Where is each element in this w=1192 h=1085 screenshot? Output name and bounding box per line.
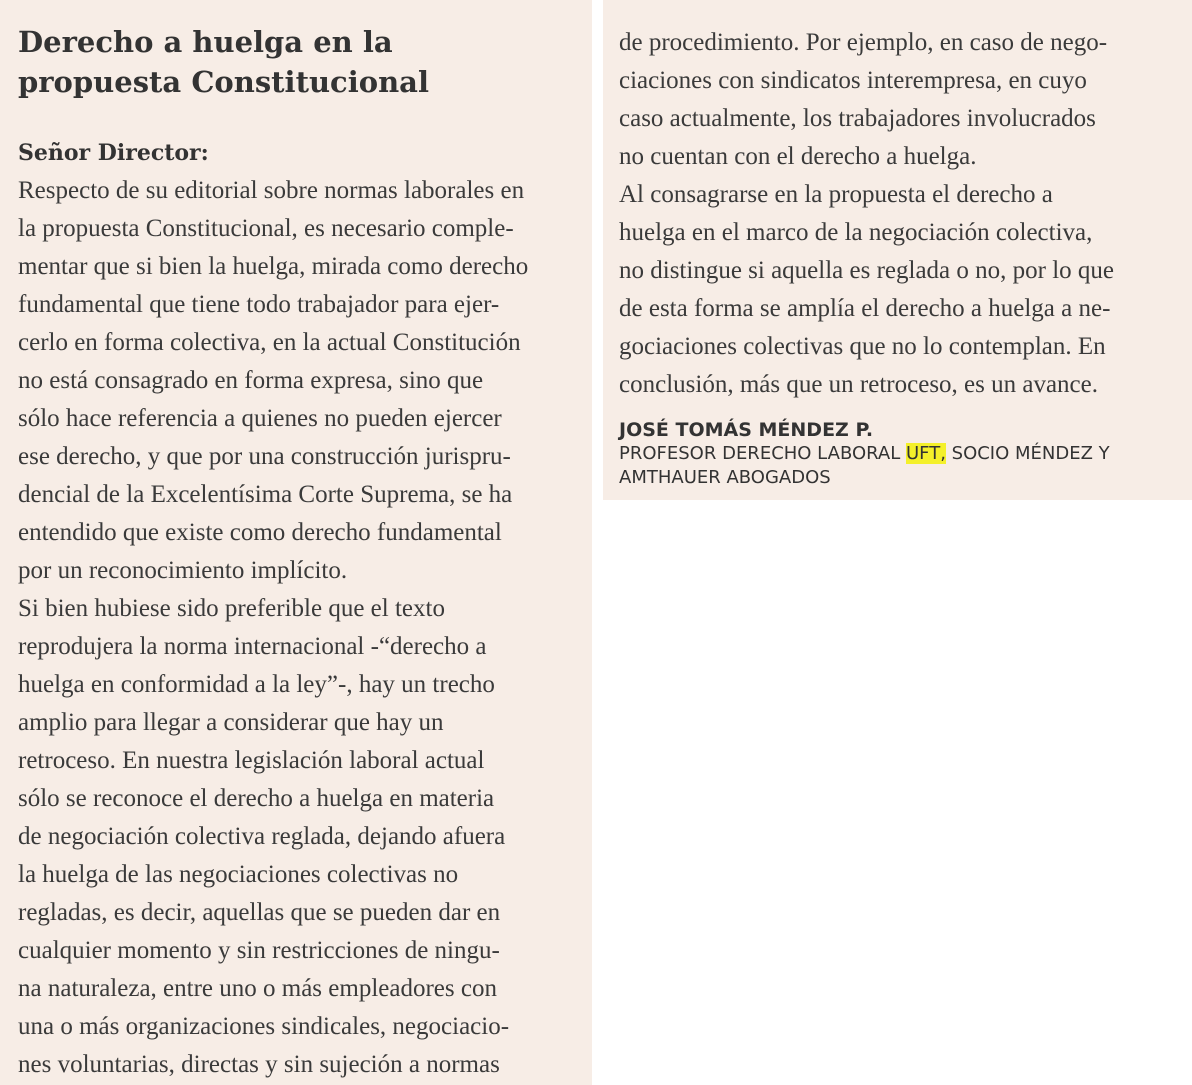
text-line: la huelga de las negociaciones colectivas no bbox=[18, 861, 459, 888]
text-line: de esta forma se amplía el derecho a huelga a ne- bbox=[619, 295, 1111, 322]
paragraph-1 bbox=[18, 172, 584, 590]
paragraph-2 bbox=[18, 590, 584, 1084]
text-line: sólo hace referencia a quienes no pueden ejercer bbox=[18, 405, 502, 432]
text-line: Respecto de su editorial sobre normas laborales en bbox=[18, 177, 525, 204]
text-line: entendido que existe como derecho fundamental bbox=[18, 519, 502, 546]
text-line: Si bien hubiese sido preferible que el texto bbox=[18, 595, 445, 622]
text-line: huelga en el marco de la negociación colectiva, bbox=[619, 219, 1093, 246]
article-left-column bbox=[0, 0, 592, 1085]
text-line: por un reconocimiento implícito. bbox=[18, 557, 348, 584]
text-line: regladas, es decir, aquellas que se pueden dar en bbox=[18, 899, 501, 926]
text-line: cerlo en forma colectiva, en la actual Constitución bbox=[18, 329, 521, 356]
text-line: amplio para llegar a considerar que hay un bbox=[18, 709, 444, 736]
text-line: ciaciones con sindicatos interempresa, en cuyo bbox=[619, 67, 1087, 94]
article-headline bbox=[18, 22, 584, 102]
paragraph-3 bbox=[619, 24, 1186, 176]
text-line: na naturaleza, entre uno o más empleadores con bbox=[18, 975, 497, 1002]
text-line: reprodujera la norma internacional -“derecho a bbox=[18, 633, 487, 660]
paragraph-4 bbox=[619, 176, 1186, 404]
text-line: no está consagrado en forma expresa, sino que bbox=[18, 367, 484, 394]
text-line: retroceso. En nuestra legislación laboral actual bbox=[18, 747, 485, 774]
text-line: caso actualmente, los trabajadores involucrados bbox=[619, 105, 1096, 132]
author-role-line: AMTHAUER ABOGADOS bbox=[619, 467, 831, 488]
text-line: no distingue si aquella es reglada o no, por lo que bbox=[619, 257, 1115, 284]
text-line: dencial de la Excelentísima Corte Suprema, se ha bbox=[18, 481, 513, 508]
highlighted-affiliation: UFT, bbox=[905, 443, 946, 464]
article-right-column bbox=[603, 0, 1192, 500]
signature-block bbox=[619, 418, 1186, 490]
text-line: mentar que si bien la huelga, mirada como derecho bbox=[18, 253, 529, 280]
text-line: fundamental que tiene todo trabajador para ejer- bbox=[18, 291, 500, 318]
author-name: JOSÉ TOMÁS MÉNDEZ P. bbox=[619, 419, 874, 441]
author-role-text: SOCIO MÉNDEZ Y bbox=[945, 443, 1110, 464]
text-line: nes voluntarias, directas y sin sujeción a normas bbox=[18, 1051, 500, 1078]
text-line: ese derecho, y que por una construcción jurispru- bbox=[18, 443, 511, 470]
text-line: gociaciones colectivas que no lo contemplan. En bbox=[619, 333, 1106, 360]
text-line: huelga en conformidad a la ley”-, hay un trecho bbox=[18, 671, 495, 698]
salutation: Señor Director: bbox=[18, 140, 209, 166]
author-role-text: PROFESOR DERECHO LABORAL bbox=[619, 443, 906, 464]
text-line: una o más organizaciones sindicales, negociacio- bbox=[18, 1013, 510, 1040]
text-line: cualquier momento y sin restricciones de ningu- bbox=[18, 937, 500, 964]
headline-line: Derecho a huelga en la bbox=[18, 25, 393, 59]
text-line: sólo se reconoce el derecho a huelga en materia bbox=[18, 785, 495, 812]
headline-line: propuesta Constitucional bbox=[18, 65, 429, 99]
text-line: de negociación colectiva reglada, dejando afuera bbox=[18, 823, 506, 850]
text-line: Al consagrarse en la propuesta el derecho a bbox=[619, 181, 1053, 208]
text-line: no cuentan con el derecho a huelga. bbox=[619, 143, 977, 170]
text-line: la propuesta Constitucional, es necesario comple- bbox=[18, 215, 514, 242]
author-role-line bbox=[619, 442, 1186, 466]
text-line: de procedimiento. Por ejemplo, en caso de nego- bbox=[619, 29, 1108, 56]
text-line: conclusión, más que un retroceso, es un avance. bbox=[619, 371, 1099, 398]
